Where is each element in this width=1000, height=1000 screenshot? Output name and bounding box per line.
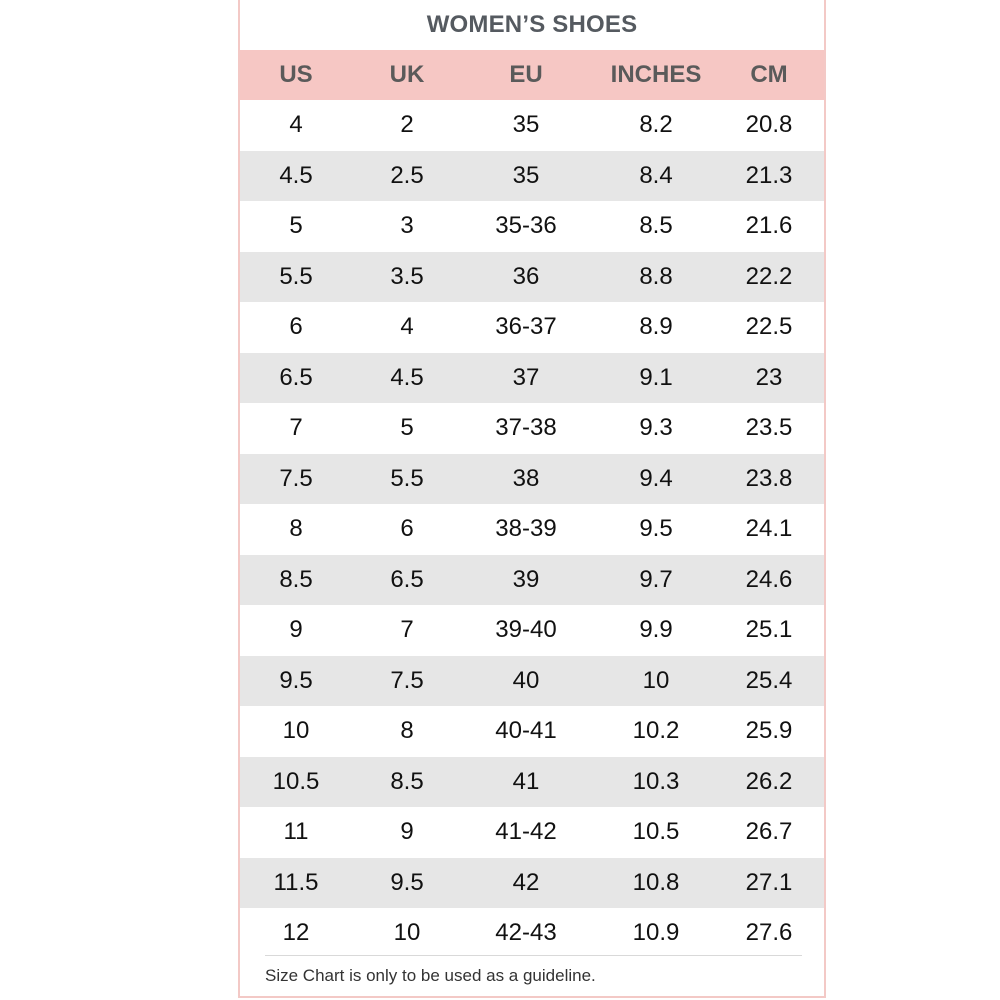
cell-inches: 8.8 (639, 262, 673, 290)
table-row (240, 100, 824, 150)
cell-inches: 10.9 (632, 919, 680, 946)
size-chart-card (238, 0, 826, 998)
column-header-uk: UK (389, 61, 425, 88)
cell-cm: 24.6 (745, 565, 793, 593)
cell-eu: 42 (512, 868, 540, 896)
cell-us: 4.5 (279, 161, 313, 189)
table-row (240, 302, 824, 352)
cell-cm: 27.1 (745, 868, 793, 896)
cell-eu: 37-38 (495, 414, 557, 441)
table-row (240, 353, 824, 403)
cell-uk: 9 (400, 818, 414, 845)
cell-us: 6 (289, 313, 303, 340)
cell-cm: 21.3 (745, 161, 793, 189)
table-row (240, 201, 824, 251)
cell-cm: 27.6 (745, 919, 793, 946)
column-header-us: US (279, 61, 313, 88)
cell-us: 8 (289, 515, 303, 542)
cell-inches: 9.9 (639, 616, 673, 643)
table-row (240, 858, 824, 908)
cell-inches: 8.4 (639, 161, 673, 189)
cell-us: 7 (289, 414, 303, 441)
cell-uk: 7 (400, 616, 414, 643)
cell-eu: 40 (512, 666, 540, 694)
cell-uk: 2.5 (390, 161, 424, 189)
cell-cm: 22.5 (745, 313, 793, 340)
cell-eu: 35-36 (495, 212, 557, 239)
cell-inches: 10.8 (632, 868, 680, 896)
cell-inches: 9.1 (639, 363, 673, 391)
cell-us: 5 (289, 212, 303, 239)
cell-us: 10 (282, 717, 310, 744)
cell-cm: 21.6 (745, 212, 793, 239)
cell-uk: 7.5 (390, 666, 424, 694)
table-row (240, 706, 824, 756)
table-row (240, 454, 824, 504)
table-row (240, 807, 824, 857)
cell-eu: 35 (512, 161, 540, 189)
cell-cm: 23.5 (745, 414, 793, 441)
cell-uk: 3 (400, 212, 414, 239)
cell-cm: 25.1 (745, 616, 793, 643)
cell-inches: 8.2 (639, 111, 673, 138)
cell-us: 10.5 (272, 767, 320, 795)
cell-eu: 42-43 (495, 919, 557, 946)
column-header-eu: EU (509, 61, 543, 88)
table-row (240, 555, 824, 605)
column-header-inches: INCHES (610, 61, 702, 88)
cell-cm: 23.8 (745, 464, 793, 492)
column-header-cm: CM (750, 61, 788, 88)
cell-us: 7.5 (279, 464, 313, 492)
cell-cm: 26.2 (745, 767, 793, 795)
cell-inches: 10.2 (632, 717, 680, 744)
cell-us: 4 (289, 111, 303, 138)
cell-uk: 10 (393, 919, 421, 946)
cell-inches: 10.3 (632, 767, 680, 795)
cell-eu: 38-39 (495, 515, 557, 542)
cell-inches: 9.3 (639, 414, 673, 441)
cell-us: 9 (289, 616, 303, 643)
cell-uk: 4 (400, 313, 414, 340)
cell-cm: 22.2 (745, 262, 793, 290)
header-row (240, 50, 824, 100)
cell-us: 11 (283, 818, 309, 845)
cell-us: 8.5 (279, 565, 313, 593)
cell-uk: 5.5 (390, 464, 424, 492)
cell-us: 12 (282, 919, 310, 946)
cell-uk: 9.5 (390, 868, 424, 896)
cell-inches: 10 (642, 666, 670, 694)
cell-inches: 9.7 (639, 565, 673, 593)
footnote-text: Size Chart is only to be used as a guideline. (265, 966, 596, 985)
table-row (240, 605, 824, 655)
cell-cm: 25.9 (745, 717, 793, 744)
table-row (240, 403, 824, 453)
table-row (240, 656, 824, 706)
chart-title: WOMEN’S SHOES (426, 11, 638, 38)
cell-inches: 9.4 (639, 464, 673, 492)
cell-eu: 36 (512, 262, 540, 290)
cell-uk: 5 (400, 414, 414, 441)
cell-us: 9.5 (279, 666, 313, 694)
cell-cm: 26.7 (745, 818, 793, 845)
cell-cm: 23 (755, 363, 783, 391)
cell-eu: 37 (512, 363, 540, 391)
cell-eu: 36-37 (495, 313, 557, 340)
table-row (240, 908, 824, 958)
cell-uk: 8.5 (390, 767, 424, 795)
cell-us: 5.5 (279, 262, 313, 290)
cell-inches: 9.5 (639, 515, 673, 542)
cell-eu: 39 (512, 565, 540, 593)
cell-eu: 39-40 (495, 616, 557, 643)
cell-uk: 6.5 (390, 565, 424, 593)
cell-cm: 25.4 (745, 666, 793, 694)
cell-uk: 8 (400, 717, 414, 744)
cell-uk: 6 (400, 515, 414, 542)
cell-inches: 8.9 (639, 313, 673, 340)
cell-uk: 3.5 (390, 262, 424, 290)
footnote-divider (265, 955, 802, 956)
table-row (240, 757, 824, 807)
cell-cm: 24.1 (745, 515, 793, 542)
table-row (240, 504, 824, 554)
table-row (240, 252, 824, 302)
cell-us: 11.5 (273, 868, 319, 896)
cell-inches: 10.5 (632, 818, 680, 845)
cell-eu: 41 (512, 767, 540, 795)
cell-uk: 4.5 (390, 363, 424, 391)
cell-eu: 35 (512, 111, 540, 138)
cell-uk: 2 (400, 111, 414, 138)
cell-inches: 8.5 (639, 212, 673, 239)
cell-eu: 40-41 (495, 717, 557, 744)
cell-eu: 38 (512, 464, 540, 492)
cell-cm: 20.8 (745, 111, 793, 138)
cell-us: 6.5 (279, 363, 313, 391)
cell-eu: 41-42 (495, 818, 557, 845)
table-row (240, 151, 824, 201)
